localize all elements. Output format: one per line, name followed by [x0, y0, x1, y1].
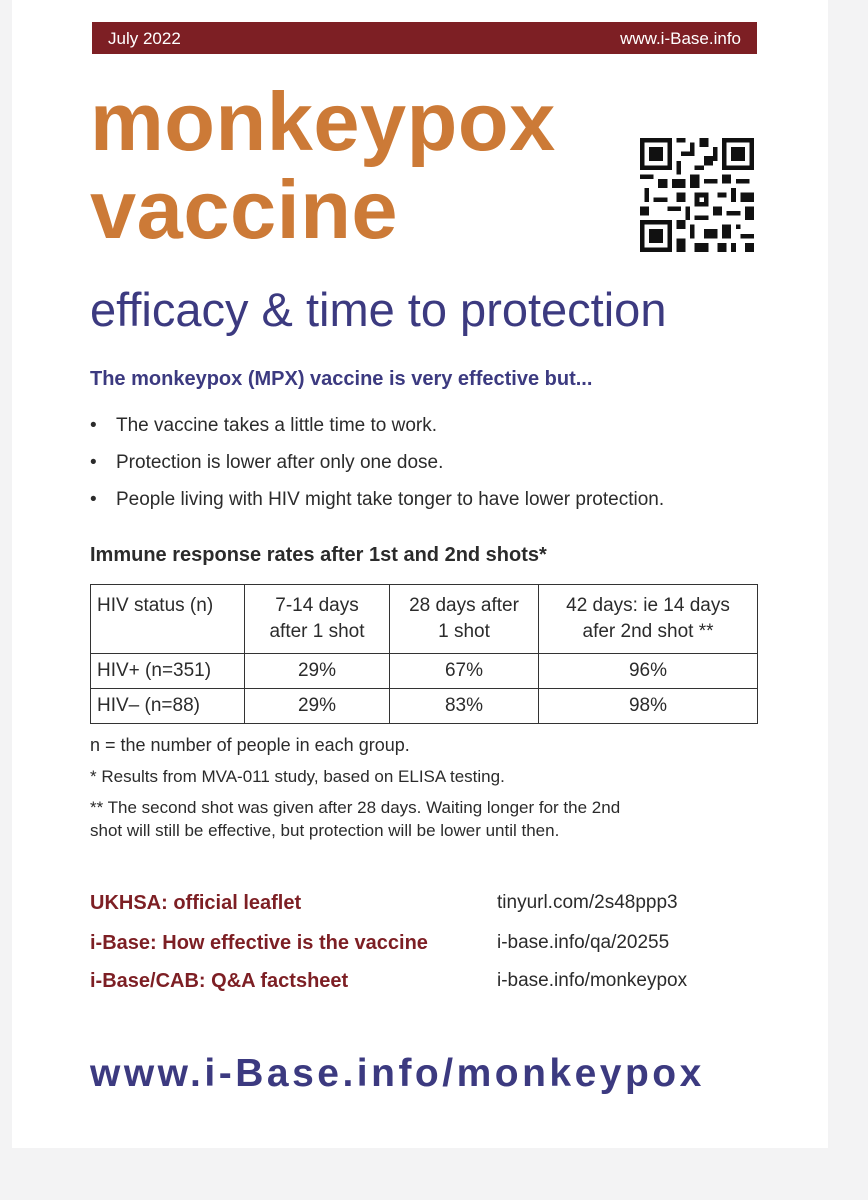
table-cell: 96% — [539, 654, 758, 689]
bullet-icon: • — [90, 452, 97, 473]
table-cell: HIV+ (n=351) — [91, 654, 245, 689]
bullet-icon: • — [90, 489, 97, 510]
footer-url[interactable]: www.i-Base.info/monkeypox — [90, 1052, 705, 1095]
link-label[interactable]: i-Base: How effective is the vaccine — [90, 932, 428, 954]
column-header — [390, 585, 539, 654]
footnote-n: n = the number of people in each group. — [90, 735, 410, 755]
list-item — [90, 412, 770, 449]
table-cell: 29% — [245, 654, 390, 689]
column-header-text: HIV status (n) — [97, 595, 214, 616]
table-cell: 83% — [390, 689, 539, 724]
column-header-text: 1 shot — [438, 621, 490, 642]
footnotes — [90, 734, 750, 842]
footnote-double-star-1: ** The second shot was given after 28 days. Waiting longer for the 2nd — [90, 798, 621, 817]
column-header-text: 7-14 days — [275, 595, 359, 616]
column-header — [91, 585, 245, 654]
bullet-icon: • — [90, 415, 97, 436]
column-header-text: 28 days after — [409, 595, 519, 616]
table-heading: Immune response rates after 1st and 2nd shots* — [90, 544, 547, 566]
page-title — [90, 75, 556, 256]
column-header — [539, 585, 758, 654]
table-cell: 67% — [390, 654, 539, 689]
intro-heading: The monkeypox (MPX) vaccine is very effective but... — [90, 368, 593, 390]
link-url[interactable]: i-base.info/qa/20255 — [497, 932, 670, 953]
header-bar — [92, 22, 757, 54]
column-header-text: afer 2nd shot ** — [582, 621, 714, 642]
link-url[interactable]: tinyurl.com/2s48ppp3 — [497, 892, 678, 913]
bullet-text: The vaccine takes a little time to work. — [116, 415, 438, 436]
table-row — [91, 654, 758, 689]
list-item — [90, 486, 770, 523]
footnote-star: * Results from MVA-011 study, based on ELISA testing. — [90, 767, 505, 786]
bullet-text: People living with HIV might take tonger to have lower protection. — [116, 489, 665, 510]
table-cell: HIV– (n=88) — [91, 689, 245, 724]
link-url[interactable]: i-base.info/monkeypox — [497, 970, 688, 991]
header-date: July 2022 — [108, 29, 181, 48]
bullet-text: Protection is lower after only one dose. — [116, 452, 444, 473]
table-header-row — [91, 585, 758, 654]
column-header-text: 42 days: ie 14 days — [566, 595, 730, 616]
title-line-1: monkeypox — [90, 75, 556, 168]
link-row[interactable] — [90, 888, 730, 928]
link-label[interactable]: i-Base/CAB: Q&A factsheet — [90, 970, 349, 992]
table-cell: 98% — [539, 689, 758, 724]
header-site-link[interactable]: www.i-Base.info — [620, 29, 741, 48]
column-header — [245, 585, 390, 654]
title-line-2: vaccine — [90, 163, 399, 256]
qr-code-icon — [640, 138, 754, 252]
link-row[interactable] — [90, 966, 730, 1006]
link-label[interactable]: UKHSA: official leaflet — [90, 892, 302, 914]
list-item — [90, 449, 770, 486]
table-cell: 29% — [245, 689, 390, 724]
resource-links — [90, 888, 730, 1006]
link-row[interactable] — [90, 928, 730, 966]
footnote-double-star-2: shot will still be effective, but protection will be lower until then. — [90, 821, 560, 840]
immune-response-table — [90, 584, 758, 724]
key-points-list — [90, 412, 770, 523]
page-subtitle: efficacy & time to protection — [90, 283, 667, 336]
column-header-text: after 1 shot — [269, 621, 365, 642]
table-row — [91, 689, 758, 724]
